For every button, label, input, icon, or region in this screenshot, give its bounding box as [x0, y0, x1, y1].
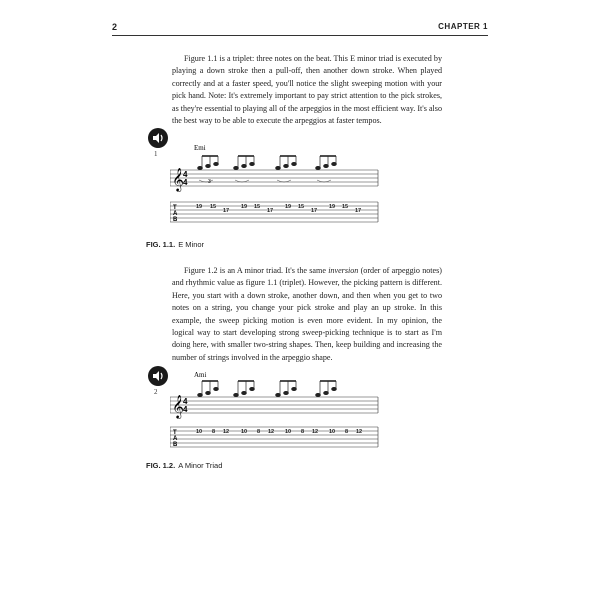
figure-2-caption	[146, 461, 222, 470]
figure-title: E Minor	[178, 240, 205, 249]
tab-number: 19	[196, 204, 203, 210]
emphasis-text: inversion	[328, 266, 359, 275]
tab-number: 17	[267, 208, 274, 214]
figure-label: FIG. 1.2.	[146, 461, 176, 470]
tab-numbers	[196, 429, 362, 435]
chord-symbol: Ami	[194, 371, 207, 379]
tab-number: 12	[356, 429, 363, 435]
track-number: 1	[154, 150, 158, 158]
tab-label-b: B	[173, 217, 178, 223]
tab-label-t: T	[173, 430, 177, 436]
page-number: 2	[112, 22, 118, 32]
time-signature-top: 4	[183, 170, 188, 179]
tab-number: 17	[223, 208, 230, 214]
tab-number: 8	[257, 429, 261, 435]
tab-number: 15	[298, 204, 305, 210]
tab-label-a: A	[173, 211, 178, 217]
tab-numbers	[196, 204, 361, 214]
tab-label-a: A	[173, 436, 178, 442]
header-rule	[112, 35, 488, 36]
figure-title: A Minor Triad	[178, 461, 223, 470]
time-signature-bottom: 4	[183, 178, 188, 187]
figure-1-caption	[146, 240, 204, 249]
paragraph-1: Figure 1.1 is a triplet: three notes on the beat. This E minor triad is executed by playing a down stroke then a pull-off, then another down stroke. When played correctly and at a faster speed, you'll notice the slight sweeping motion with your pick hand. Note: It's extremely important to pay strict attention to the pick strokes, as they're essential to playing all of the arpeggios in the most efficient way. It's also the best way to be able to execute the arpeggios at faster tempos.	[172, 54, 442, 126]
tab-number: 17	[311, 208, 318, 214]
tab-number: 10	[329, 429, 336, 435]
note-group	[198, 381, 337, 397]
tab-number: 19	[329, 204, 336, 210]
staff-lines	[170, 170, 378, 186]
treble-clef-icon: 𝄞	[172, 169, 184, 191]
chord-symbol: Emi	[194, 144, 206, 152]
tab-number: 10	[196, 429, 203, 435]
tab-number: 8	[212, 429, 216, 435]
note-group	[198, 156, 337, 170]
tab-number: 10	[241, 429, 248, 435]
tab-label-b: B	[173, 442, 178, 448]
track-number: 2	[154, 388, 158, 396]
time-signature-bottom: 4	[183, 405, 188, 414]
tab-number: 10	[285, 429, 292, 435]
chapter-title: CHAPTER 1	[438, 22, 488, 31]
audio-speaker-icon[interactable]	[148, 366, 168, 386]
tab-number: 15	[254, 204, 261, 210]
time-signature-top: 4	[183, 397, 188, 406]
tab-number: 15	[342, 204, 349, 210]
tab-number: 19	[241, 204, 248, 210]
tab-number: 12	[223, 429, 230, 435]
paragraph-2: Figure 1.2 is an A minor triad. It's the same inversion (order of arpeggio notes) and rhythmic value as figure 1.1 (triplet). However, the picking pattern is different. Here, you start with a down stroke, another down, and then when you get to two notes on a string, you change your pick stroke and play an up stroke. In this example, the sweep picking motion is even more evident. In my opinion, the logical way to start developing strong sweep-picking technique is to start as I'm doing here, with smaller two-string shapes. Then, keep building and increasing the number of strings involved in the arpeggio shape.	[172, 266, 442, 362]
staff-lines	[170, 397, 378, 413]
tab-number: 8	[345, 429, 349, 435]
figure-1-notation	[170, 140, 380, 235]
tab-number: 15	[210, 204, 217, 210]
tab-number: 19	[285, 204, 292, 210]
page-header	[112, 22, 488, 34]
tab-number: 12	[268, 429, 275, 435]
figure-2-notation	[170, 367, 380, 462]
tab-number: 12	[312, 429, 319, 435]
audio-speaker-icon[interactable]	[148, 128, 168, 148]
treble-clef-icon: 𝄞	[172, 396, 184, 418]
tab-number: 8	[301, 429, 305, 435]
triplet-mark: 3	[208, 179, 211, 185]
figure-label: FIG. 1.1.	[146, 240, 176, 249]
tab-label-t: T	[173, 205, 177, 211]
tab-number: 17	[355, 208, 362, 214]
